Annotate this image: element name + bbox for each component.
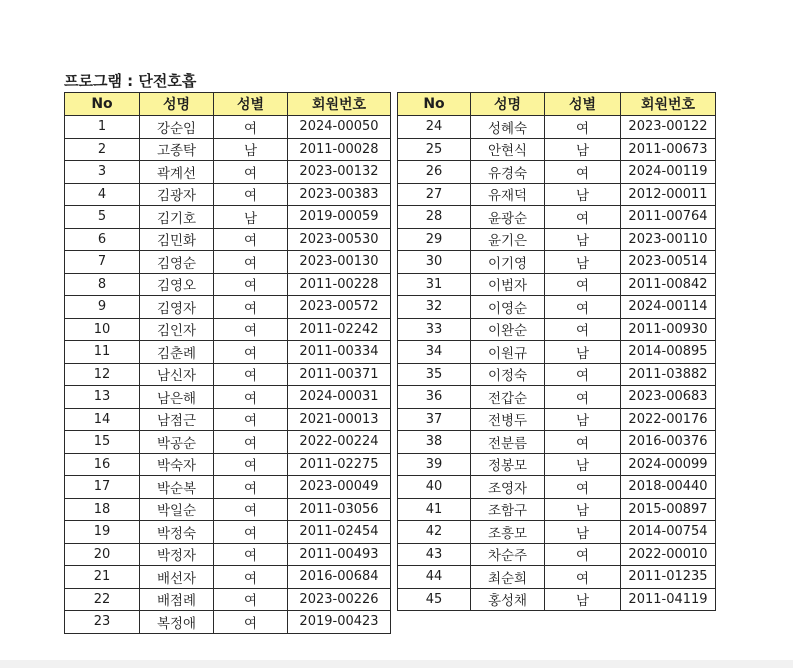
cell-no: 41 <box>398 498 471 521</box>
table-row <box>65 363 391 386</box>
cell-name: 박공순 <box>140 431 214 454</box>
cell-member-id: 2022-00176 <box>621 408 716 431</box>
cell-gender: 남 <box>545 498 621 521</box>
table-row <box>398 543 716 566</box>
table-row <box>398 183 716 206</box>
table-row <box>398 588 716 611</box>
table-row <box>65 161 391 184</box>
cell-member-id: 2012-00011 <box>621 183 716 206</box>
cell-name: 홍성채 <box>471 588 545 611</box>
cell-no: 15 <box>65 431 140 454</box>
cell-member-id: 2011-00842 <box>621 273 716 296</box>
cell-name: 김광자 <box>140 183 214 206</box>
cell-no: 27 <box>398 183 471 206</box>
header-gender: 성별 <box>545 93 621 116</box>
table-row <box>398 161 716 184</box>
cell-member-id: 2011-00493 <box>288 543 391 566</box>
cell-no: 12 <box>65 363 140 386</box>
cell-gender: 여 <box>214 521 288 544</box>
cell-name: 윤광순 <box>471 206 545 229</box>
cell-no: 34 <box>398 341 471 364</box>
cell-name: 김영자 <box>140 296 214 319</box>
cell-member-id: 2011-00028 <box>288 138 391 161</box>
cell-gender: 여 <box>214 251 288 274</box>
cell-gender: 남 <box>545 183 621 206</box>
cell-gender: 남 <box>545 341 621 364</box>
table-row <box>65 408 391 431</box>
cell-name: 복정애 <box>140 611 214 634</box>
page-bottom-edge <box>0 660 793 668</box>
table-row <box>398 498 716 521</box>
cell-gender: 남 <box>214 206 288 229</box>
cell-member-id: 2024-00119 <box>621 161 716 184</box>
cell-name: 박정자 <box>140 543 214 566</box>
cell-name: 유재덕 <box>471 183 545 206</box>
cell-gender: 여 <box>214 296 288 319</box>
cell-member-id: 2023-00572 <box>288 296 391 319</box>
cell-no: 38 <box>398 431 471 454</box>
cell-gender: 여 <box>545 566 621 589</box>
cell-name: 배점례 <box>140 588 214 611</box>
cell-no: 20 <box>65 543 140 566</box>
cell-name: 남점근 <box>140 408 214 431</box>
cell-name: 최순희 <box>471 566 545 589</box>
cell-gender: 여 <box>214 228 288 251</box>
cell-no: 4 <box>65 183 140 206</box>
cell-member-id: 2011-03882 <box>621 363 716 386</box>
cell-gender: 남 <box>214 138 288 161</box>
table-row <box>398 251 716 274</box>
cell-no: 23 <box>65 611 140 634</box>
cell-member-id: 2023-00683 <box>621 386 716 409</box>
cell-gender: 남 <box>545 228 621 251</box>
header-no: No <box>398 93 471 116</box>
cell-no: 6 <box>65 228 140 251</box>
cell-name: 김기호 <box>140 206 214 229</box>
header-name: 성명 <box>471 93 545 116</box>
cell-name: 전분름 <box>471 431 545 454</box>
header-member-id: 회원번호 <box>288 93 391 116</box>
cell-name: 고종탁 <box>140 138 214 161</box>
cell-member-id: 2023-00226 <box>288 588 391 611</box>
table-row <box>398 566 716 589</box>
cell-name: 이기영 <box>471 251 545 274</box>
cell-no: 10 <box>65 318 140 341</box>
cell-member-id: 2011-00371 <box>288 363 391 386</box>
cell-member-id: 2011-00334 <box>288 341 391 364</box>
cell-gender: 여 <box>545 273 621 296</box>
cell-gender: 여 <box>214 611 288 634</box>
cell-member-id: 2024-00050 <box>288 116 391 139</box>
cell-no: 40 <box>398 476 471 499</box>
cell-name: 정봉모 <box>471 453 545 476</box>
cell-no: 7 <box>65 251 140 274</box>
cell-name: 이원규 <box>471 341 545 364</box>
cell-no: 5 <box>65 206 140 229</box>
cell-member-id: 2014-00754 <box>621 521 716 544</box>
table-row <box>65 543 391 566</box>
table-row <box>65 588 391 611</box>
cell-no: 16 <box>65 453 140 476</box>
cell-gender: 여 <box>214 161 288 184</box>
header-no: No <box>65 93 140 116</box>
table-row <box>398 138 716 161</box>
cell-member-id: 2023-00110 <box>621 228 716 251</box>
cell-member-id: 2023-00383 <box>288 183 391 206</box>
cell-gender: 여 <box>214 588 288 611</box>
cell-gender: 여 <box>545 431 621 454</box>
cell-no: 9 <box>65 296 140 319</box>
header-name: 성명 <box>140 93 214 116</box>
cell-member-id: 2016-00376 <box>621 431 716 454</box>
cell-member-id: 2023-00514 <box>621 251 716 274</box>
header-member-id: 회원번호 <box>621 93 716 116</box>
table-row <box>398 453 716 476</box>
cell-name: 김영오 <box>140 273 214 296</box>
table-row <box>65 386 391 409</box>
cell-member-id: 2019-00423 <box>288 611 391 634</box>
cell-name: 조함구 <box>471 498 545 521</box>
cell-gender: 여 <box>545 206 621 229</box>
header-gender: 성별 <box>214 93 288 116</box>
cell-no: 17 <box>65 476 140 499</box>
cell-name: 박순복 <box>140 476 214 499</box>
cell-member-id: 2018-00440 <box>621 476 716 499</box>
cell-no: 24 <box>398 116 471 139</box>
cell-member-id: 2011-02242 <box>288 318 391 341</box>
table-row <box>65 206 391 229</box>
table-row <box>65 341 391 364</box>
cell-member-id: 2024-00031 <box>288 386 391 409</box>
cell-name: 이정숙 <box>471 363 545 386</box>
cell-no: 43 <box>398 543 471 566</box>
cell-member-id: 2023-00049 <box>288 476 391 499</box>
cell-gender: 여 <box>545 476 621 499</box>
cell-gender: 여 <box>214 363 288 386</box>
cell-gender: 남 <box>545 251 621 274</box>
table-row <box>398 273 716 296</box>
cell-member-id: 2011-00673 <box>621 138 716 161</box>
cell-gender: 여 <box>214 453 288 476</box>
cell-no: 13 <box>65 386 140 409</box>
cell-member-id: 2023-00122 <box>621 116 716 139</box>
cell-gender: 여 <box>214 566 288 589</box>
member-table-left <box>64 92 391 634</box>
cell-member-id: 2011-00764 <box>621 206 716 229</box>
cell-no: 21 <box>65 566 140 589</box>
cell-member-id: 2024-00114 <box>621 296 716 319</box>
cell-member-id: 2011-02275 <box>288 453 391 476</box>
cell-name: 윤기은 <box>471 228 545 251</box>
cell-member-id: 2011-00228 <box>288 273 391 296</box>
cell-name: 유경숙 <box>471 161 545 184</box>
cell-no: 31 <box>398 273 471 296</box>
table-row <box>65 318 391 341</box>
cell-no: 39 <box>398 453 471 476</box>
cell-name: 이영순 <box>471 296 545 319</box>
cell-name: 조영자 <box>471 476 545 499</box>
cell-no: 30 <box>398 251 471 274</box>
cell-member-id: 2015-00897 <box>621 498 716 521</box>
cell-no: 42 <box>398 521 471 544</box>
cell-name: 박일순 <box>140 498 214 521</box>
table-header-row <box>398 93 716 116</box>
cell-no: 26 <box>398 161 471 184</box>
cell-no: 2 <box>65 138 140 161</box>
cell-name: 김인자 <box>140 318 214 341</box>
cell-name: 전갑순 <box>471 386 545 409</box>
cell-member-id: 2011-01235 <box>621 566 716 589</box>
cell-gender: 여 <box>545 386 621 409</box>
cell-member-id: 2016-00684 <box>288 566 391 589</box>
table-row <box>65 273 391 296</box>
table-row <box>398 386 716 409</box>
cell-no: 14 <box>65 408 140 431</box>
cell-no: 35 <box>398 363 471 386</box>
cell-no: 33 <box>398 318 471 341</box>
cell-member-id: 2011-02454 <box>288 521 391 544</box>
cell-no: 45 <box>398 588 471 611</box>
table-row <box>65 611 391 634</box>
cell-member-id: 2023-00132 <box>288 161 391 184</box>
cell-name: 박정숙 <box>140 521 214 544</box>
cell-member-id: 2022-00010 <box>621 543 716 566</box>
cell-name: 박숙자 <box>140 453 214 476</box>
table-row <box>65 566 391 589</box>
cell-gender: 여 <box>545 116 621 139</box>
table-row <box>398 206 716 229</box>
cell-gender: 남 <box>545 588 621 611</box>
cell-member-id: 2011-04119 <box>621 588 716 611</box>
cell-member-id: 2024-00099 <box>621 453 716 476</box>
cell-no: 36 <box>398 386 471 409</box>
table-row <box>65 453 391 476</box>
cell-member-id: 2019-00059 <box>288 206 391 229</box>
cell-gender: 여 <box>545 318 621 341</box>
table-row <box>398 476 716 499</box>
table-row <box>65 251 391 274</box>
cell-no: 1 <box>65 116 140 139</box>
cell-name: 김영순 <box>140 251 214 274</box>
cell-no: 11 <box>65 341 140 364</box>
cell-member-id: 2021-00013 <box>288 408 391 431</box>
cell-gender: 여 <box>545 296 621 319</box>
cell-name: 차순주 <box>471 543 545 566</box>
cell-no: 37 <box>398 408 471 431</box>
cell-gender: 여 <box>214 386 288 409</box>
cell-gender: 여 <box>214 318 288 341</box>
cell-no: 8 <box>65 273 140 296</box>
table-row <box>65 116 391 139</box>
cell-name: 김민화 <box>140 228 214 251</box>
cell-name: 김춘례 <box>140 341 214 364</box>
table-row <box>398 521 716 544</box>
cell-no: 28 <box>398 206 471 229</box>
cell-name: 조흥모 <box>471 521 545 544</box>
cell-no: 18 <box>65 498 140 521</box>
cell-no: 32 <box>398 296 471 319</box>
cell-member-id: 2023-00130 <box>288 251 391 274</box>
cell-name: 안현식 <box>471 138 545 161</box>
table-row <box>65 521 391 544</box>
cell-gender: 여 <box>545 161 621 184</box>
cell-gender: 여 <box>214 498 288 521</box>
cell-name: 강순임 <box>140 116 214 139</box>
cell-member-id: 2022-00224 <box>288 431 391 454</box>
table-header-row <box>65 93 391 116</box>
cell-gender: 남 <box>545 138 621 161</box>
document-title: 프로그램 : 단전호흡 <box>64 72 197 90</box>
table-row <box>65 228 391 251</box>
cell-gender: 남 <box>545 453 621 476</box>
cell-name: 이범자 <box>471 273 545 296</box>
table-row <box>65 296 391 319</box>
cell-no: 19 <box>65 521 140 544</box>
cell-member-id: 2011-03056 <box>288 498 391 521</box>
cell-gender: 여 <box>545 363 621 386</box>
table-row <box>398 363 716 386</box>
cell-no: 3 <box>65 161 140 184</box>
cell-name: 배선자 <box>140 566 214 589</box>
table-row <box>398 116 716 139</box>
cell-gender: 여 <box>214 476 288 499</box>
cell-gender: 여 <box>214 273 288 296</box>
table-row <box>65 476 391 499</box>
cell-gender: 여 <box>214 543 288 566</box>
cell-gender: 여 <box>214 116 288 139</box>
table-row <box>65 431 391 454</box>
cell-gender: 여 <box>214 408 288 431</box>
table-row <box>65 498 391 521</box>
cell-member-id: 2014-00895 <box>621 341 716 364</box>
cell-gender: 여 <box>214 431 288 454</box>
cell-no: 29 <box>398 228 471 251</box>
table-row <box>398 318 716 341</box>
cell-gender: 여 <box>545 543 621 566</box>
cell-member-id: 2023-00530 <box>288 228 391 251</box>
table-row <box>65 183 391 206</box>
cell-name: 남신자 <box>140 363 214 386</box>
cell-name: 이완순 <box>471 318 545 341</box>
table-row <box>398 431 716 454</box>
cell-name: 곽계선 <box>140 161 214 184</box>
cell-no: 22 <box>65 588 140 611</box>
cell-gender: 남 <box>545 408 621 431</box>
table-row <box>398 341 716 364</box>
table-row <box>398 296 716 319</box>
cell-name: 전병두 <box>471 408 545 431</box>
member-table-right <box>397 92 716 611</box>
table-row <box>398 408 716 431</box>
table-row <box>65 138 391 161</box>
cell-no: 25 <box>398 138 471 161</box>
cell-member-id: 2011-00930 <box>621 318 716 341</box>
cell-gender: 여 <box>214 183 288 206</box>
cell-no: 44 <box>398 566 471 589</box>
cell-name: 남은해 <box>140 386 214 409</box>
cell-gender: 여 <box>214 341 288 364</box>
table-row <box>398 228 716 251</box>
cell-name: 성혜숙 <box>471 116 545 139</box>
cell-gender: 남 <box>545 521 621 544</box>
